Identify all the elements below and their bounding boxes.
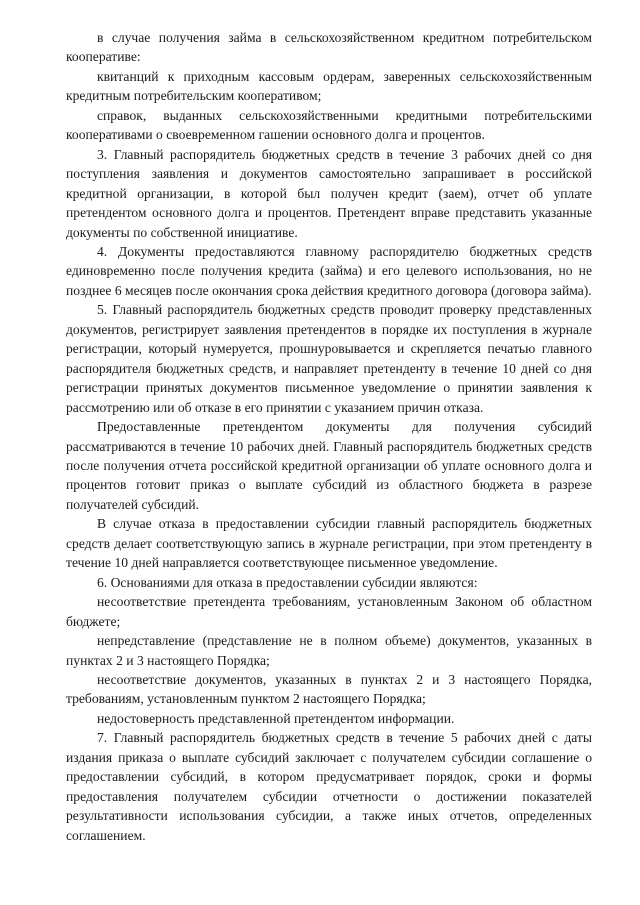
paragraph-refusal-case: В случае отказа в предоставлении субсидии главный распорядитель бюджетных средств делает соответствующую запись в журнале регистрации, при этом претенденту в течение 10 дней направляется соответствующее письменное уведомление. [66,516,592,571]
document-page [66,28,592,845]
paragraph-clause-3: 3. Главный распорядитель бюджетных средств в течение 3 рабочих дней со дня поступления заявления и документов самостоятельно запрашивает в российской кредитной организации, в которой был получен кредит (заем), отчет об уплате претендентом основного долга и процентов. Претендент вправе представить указанные документы по собственной инициативе. [66,146,592,240]
paragraph-refusal-reason-3: несоответствие документов, указанных в пунктах 2 и 3 настоящего Порядка, требованиям, установленным пунктом 2 настоящего Порядка; [66,671,592,707]
paragraph-clause-5: 5. Главный распорядитель бюджетных средств проводит проверку представленных документов, регистрирует заявления претендентов в порядке их поступления в журнале регистрации, который нумеруется, прошнуровывается и скрепляется печатью главного распорядителя бюджетных средств, и направляет претенденту в течение 10 дней со дня регистрации принятых документов письменное уведомление о принятии заявления к рассмотрению или об отказе в его принятии с указанием причин отказа. [66,302,592,415]
paragraph-certificates: справок, выданных сельскохозяйственными кредитными потребительскими кооперативами о своевременном гашении основного долга и процентов. [66,107,592,143]
paragraph-refusal-reason-2: непредставление (представление не в полном объеме) документов, указанных в пунктах 2 и 3 настоящего Порядка; [66,633,592,668]
paragraph-refusal-reason-4: недостоверность представленной претендентом информации. [97,710,455,726]
paragraph-receipts: квитанций к приходным кассовым ордерам, заверенных сельскохозяйственным кредитным потребительским кооперативом; [66,68,592,104]
paragraph-review-period: Предоставленные претендентом документы для получения субсидий рассматриваются в течение 10 рабочих дней. Главный распорядитель бюджетных средств после получения отчета российской кредитной организации об уплате основного долга и процентов готовит приказ о выплате субсидий из областного бюджета в разрезе получателей субсидий. [66,419,592,512]
paragraph-clause-6: 6. Основаниями для отказа в предоставлении субсидии являются: [97,574,478,590]
paragraph-clause-7: 7. Главный распорядитель бюджетных средств в течение 5 рабочих дней с даты издания приказа о выплате субсидий заключает с получателем субсидии соглашение о предоставлении субсидий, в котором предусматривает порядок, сроки и формы предоставления получателем субсидии отчетности о достижении показателей результативности использования субсидии, а также иных отчетов, определенных соглашением. [66,730,592,843]
paragraph-refusal-reason-1: несоответствие претендента требованиям, установленным Законом об областном бюджете; [66,594,592,629]
paragraph-clause-4: 4. Документы предоставляются главному распорядителю бюджетных средств единовременно после получения кредита (займа) и его целевого использования, но не позднее 6 месяцев после окончания срока действия кредитного договора (договора займа). [66,243,592,298]
paragraph-loan-cooperative: в случае получения займа в сельскохозяйственном кредитном потребительском кооперативе: [66,30,592,65]
